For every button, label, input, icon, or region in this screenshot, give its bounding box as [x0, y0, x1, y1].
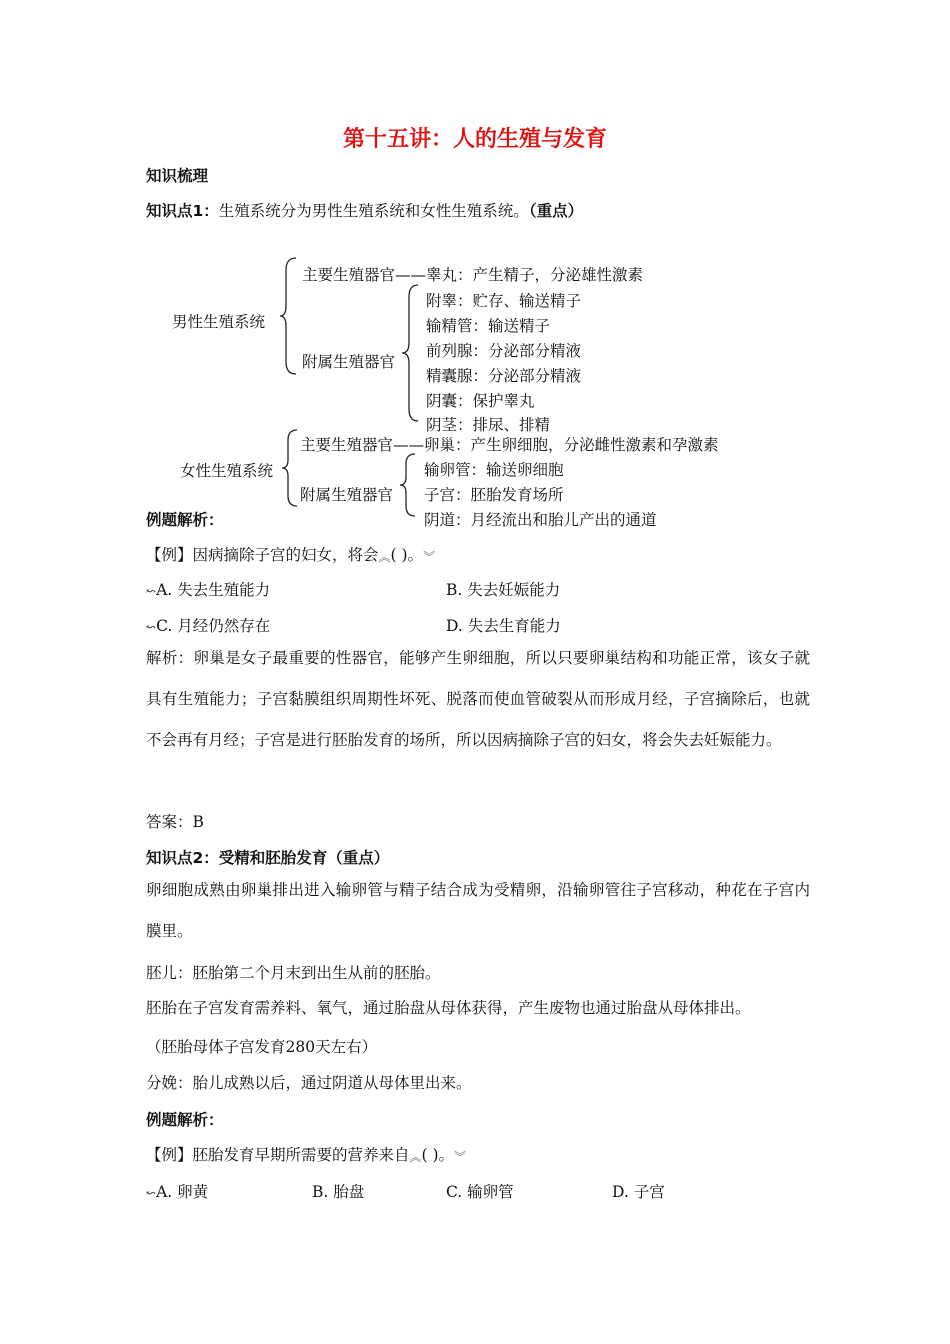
example1-question: [146, 543, 435, 565]
male-primary-organ: 主要生殖器官——睾丸：产生精子，分泌雄性激素: [302, 266, 644, 284]
option-d: D. 子宫: [612, 1183, 665, 1201]
answer-blank: ( )。: [421, 1146, 455, 1164]
option-b: B. 胎盘: [312, 1183, 365, 1201]
option-b: B. 失去妊娠能力: [446, 581, 561, 599]
kp1-tag: （重点）: [528, 202, 584, 220]
kp2-paragraph: 卵细胞成熟由卵巢排出进入输卵管与精子结合成为受精卵，沿输卵管往子宫移动，种花在子宫内膜里。: [146, 881, 810, 940]
male-brace: [280, 256, 300, 376]
example1-analysis: 解析：卵巢是女子最重要的性器官，能够产生卵细胞，所以只要卵巢结构和功能正常，该女子就具有生殖能力；子宫黏膜组织周期性坏死、脱落而使血管破裂从而形成月经，子宫摘除后，也就不会再有月经；子宫是进行胚胎发育的场所，所以因病摘除子宫的妇女，将会失去妊娠能力。: [146, 649, 810, 749]
option-text: A. 失去生殖能力: [156, 581, 271, 599]
page-title: 第十五讲：人的生殖与发育: [342, 127, 607, 152]
kp2-paragraph: 分娩：胎儿成熟以后，通过阴道从母体里出来。: [146, 1074, 472, 1092]
section-heading: 知识梳理: [146, 167, 209, 185]
male-organ-item: 阴囊：保护睾丸: [426, 392, 535, 410]
kp1-text: 生殖系统分为男性生殖系统和女性生殖系统。: [218, 202, 529, 220]
option-c: C. 输卵管: [446, 1183, 514, 1201]
female-organ-item: 阴道：月经流出和胎儿产出的通道: [424, 511, 657, 529]
female-system-label: 女性生殖系统: [180, 462, 274, 480]
male-organ-item: 附睾：贮存、输送精子: [426, 292, 582, 310]
female-accessory-brace: [400, 452, 418, 518]
answer-blank: ( )。: [390, 546, 424, 564]
male-system-label: 男性生殖系统: [172, 313, 266, 331]
option-a: [146, 578, 270, 600]
example1-heading: 例题解析：: [146, 511, 224, 529]
kp1-label: 知识点1：: [146, 202, 219, 220]
bullet-mark-icon: ↜: [146, 584, 157, 598]
double-caret-up-icon: ︽: [378, 549, 391, 564]
kp2-paragraph: 胚儿：胚胎第二个月末到出生从前的胚胎。: [146, 964, 441, 982]
bullet-mark-icon: ↜: [146, 620, 157, 634]
knowledge-point-1: [146, 199, 583, 221]
double-caret-down-icon: ︾: [454, 1149, 467, 1164]
example1-answer: 答案：B: [146, 813, 204, 831]
example2-heading: 例题解析：: [146, 1111, 224, 1129]
option-text: A. 卵黄: [156, 1183, 209, 1201]
option-d: D. 失去生育能力: [446, 617, 561, 635]
knowledge-point-2: 知识点2：受精和胚胎发育（重点）: [146, 849, 390, 867]
double-caret-down-icon: ︾: [423, 549, 436, 564]
male-organ-item: 前列腺：分泌部分精液: [426, 342, 582, 360]
kp2-paragraph: 胚胎在子宫发育需养料、氧气，通过胎盘从母体获得，产生废物也通过胎盘从母体排出。: [146, 999, 751, 1017]
female-organ-item: 输卵管：输送卵细胞: [424, 461, 564, 479]
option-a: [146, 1180, 208, 1202]
kp2-paragraph: （胚胎母体子宫发育280天左右）: [146, 1038, 378, 1056]
female-primary-organ: 主要生殖器官——卵巢：产生卵细胞，分泌雌性激素和孕激素: [300, 436, 719, 454]
question-text: 【例】胚胎发育早期所需要的营养来自: [146, 1146, 410, 1164]
male-accessory-label: 附属生殖器官: [302, 353, 396, 371]
bullet-mark-icon: ↜: [146, 1186, 157, 1200]
male-organ-item: 输精管：输送精子: [426, 317, 551, 335]
female-organ-item: 子宫：胚胎发育场所: [424, 486, 564, 504]
male-organ-item: 精囊腺：分泌部分精液: [426, 367, 582, 385]
male-organ-item: 阴茎：排尿、排精: [426, 416, 551, 434]
option-c: [146, 614, 270, 636]
double-caret-up-icon: ︽: [409, 1149, 422, 1164]
example2-question: [146, 1143, 466, 1165]
male-accessory-brace: [402, 283, 422, 423]
question-text: 【例】因病摘除子宫的妇女，将会: [146, 546, 379, 564]
female-accessory-label: 附属生殖器官: [300, 486, 394, 504]
option-text: C. 月经仍然存在: [156, 617, 271, 635]
female-brace: [282, 428, 300, 508]
